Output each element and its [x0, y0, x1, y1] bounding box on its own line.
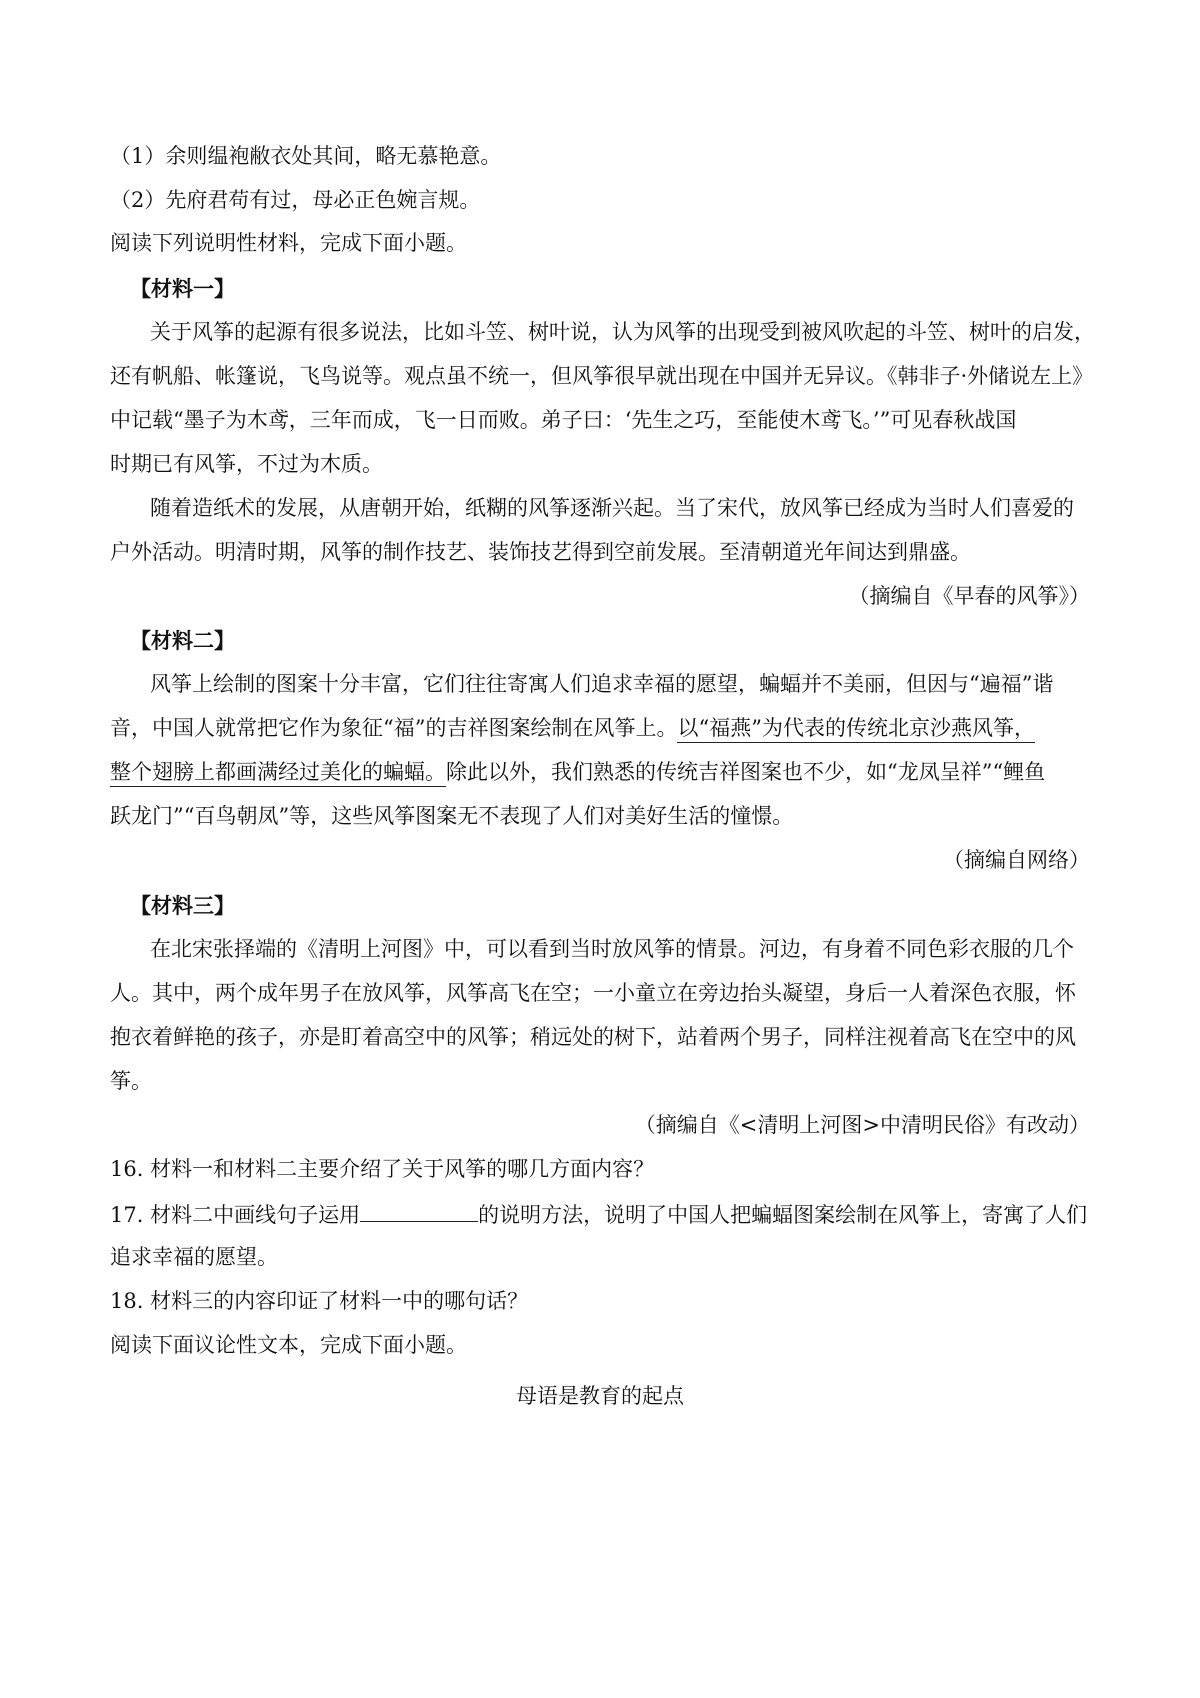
material-1-line: 时期已有风筝，不过为木质。: [110, 452, 383, 476]
question-17-line2: 追求幸福的愿望。: [110, 1245, 278, 1269]
material-2-text: 除此以外，我们熟悉的传统吉祥图案也不少，如“龙凤呈祥”“鲤鱼: [446, 760, 1046, 784]
question-17: [110, 1203, 1087, 1226]
essay-title: 母语是教育的起点: [516, 1384, 684, 1408]
section-intro: 阅读下面议论性文本，完成下面小题。: [110, 1333, 467, 1357]
material-2-line: 跃龙门”“百鸟朝凤”等，这些风筝图案无不表现了人们对美好生活的憧憬。: [110, 804, 794, 828]
question-17-text: 17. 材料二中画线句子运用: [110, 1203, 361, 1227]
material-2-source: （摘编自网络）: [943, 848, 1090, 872]
material-1-line: 中记载“墨子为木鸢，三年而成，飞一日而败。弟子曰：‘先生之巧，至能使木鸢飞。’”可见春秋战国: [110, 408, 1017, 432]
material-2-line: 风筝上绘制的图案十分丰富，它们往往寄寓人们追求幸福的愿望，蝙蝠并不美丽，但因与“遍福”谐: [150, 672, 1054, 696]
material-3-heading: 【材料三】: [130, 893, 235, 918]
material-2-heading: 【材料二】: [130, 628, 235, 653]
underlined-sentence: 以“福燕”为代表的传统北京沙燕风筝，: [677, 716, 1034, 743]
translation-q1: （1）余则缊袍敝衣处其间，略无慕艳意。: [110, 144, 502, 168]
question-17-text: 的说明方法，说明了中国人把蝙蝠图案绘制在风筝上，寄寓了人们: [478, 1203, 1088, 1227]
material-1-source: （摘编自《早春的风筝》）: [848, 584, 1090, 608]
material-3-line: 抱衣着鲜艳的孩子，亦是盯着高空中的风筝；稍远处的树下，站着两个男子，同样注视着高飞在空中的风: [110, 1025, 1076, 1049]
answer-blank[interactable]: [360, 1203, 478, 1222]
material-2-text: 音，中国人就常把它作为象征“福”的吉祥图案绘制在风筝上。: [110, 716, 678, 740]
material-1-heading: 【材料一】: [130, 276, 235, 301]
material-1-line: 户外活动。明清时期，风筝的制作技艺、装饰技艺得到空前发展。至清朝道光年间达到鼎盛。: [110, 540, 971, 564]
question-18: 18. 材料三的内容印证了材料一中的哪句话？: [110, 1289, 529, 1313]
underlined-sentence: 整个翅膀上都画满经过美化的蝙蝠。: [110, 760, 446, 787]
material-3-line: 在北宋张择端的《清明上河图》中，可以看到当时放风筝的情景。河边，有身着不同色彩衣服的几个: [150, 937, 1074, 961]
material-1-line: 随着造纸术的发展，从唐朝开始，纸糊的风筝逐渐兴起。当了宋代，放风筝已经成为当时人们喜爱的: [150, 496, 1074, 520]
material-3-line: 筝。: [110, 1069, 152, 1093]
material-3-line: 人。其中，两个成年男子在放风筝，风筝高飞在空；一小童立在旁边抬头凝望，身后一人着深色衣服，怀: [110, 981, 1076, 1005]
question-16: 16. 材料一和材料二主要介绍了关于风筝的哪几方面内容？: [110, 1157, 655, 1181]
translation-q2: （2）先府君苟有过，母必正色婉言规。: [110, 188, 481, 212]
material-1-line: 还有帆船、帐篷说，飞鸟说等。观点虽不统一，但风筝很早就出现在中国并无异议。《韩非子·外储说左上》: [110, 364, 1094, 388]
section-intro: 阅读下列说明性材料，完成下面小题。: [110, 231, 467, 255]
material-2-line: [110, 762, 1045, 783]
material-2-line: [110, 718, 1035, 739]
material-1-line: 关于风筝的起源有很多说法，比如斗笠、树叶说，认为风筝的出现受到被风吹起的斗笠、树叶的启发，: [150, 320, 1095, 344]
material-3-source: （摘编自《<清明上河图>中清明民俗》有改动）: [634, 1113, 1090, 1137]
